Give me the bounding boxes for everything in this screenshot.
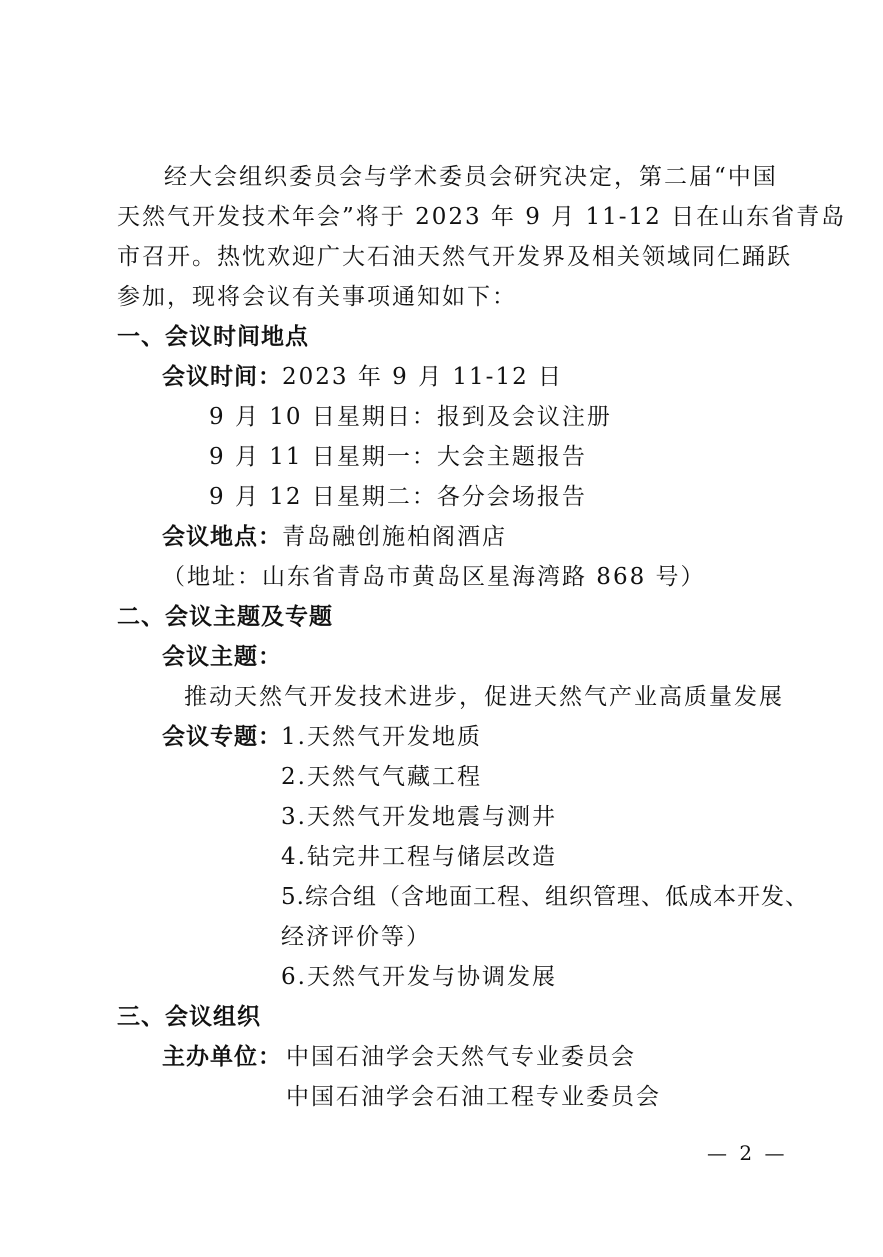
host-organization: 中国石油学会天然气专业委员会 [286,1044,636,1070]
page-number: — 2 — [707,1141,788,1165]
topic-item: 4.钻完井工程与储层改造 [281,844,557,870]
schedule-item: 9 月 12 日星期二：各分会场报告 [209,484,587,510]
meeting-time-label: 会议时间： [162,364,282,390]
schedule-item: 9 月 10 日星期日：报到及会议注册 [209,404,612,430]
host-organization: 中国石油学会石油工程专业委员会 [286,1084,661,1110]
topic-item: 6.天然气开发与协调发展 [281,964,557,990]
topics-label: 会议专题： [162,724,282,750]
section-1-heading: 一、会议时间地点 [117,324,309,350]
theme-value: 推动天然气开发技术进步，促进天然气产业高质量发展 [184,684,784,710]
schedule-item: 9 月 11 日星期一：大会主题报告 [209,444,587,470]
topic-item: 3.天然气开发地震与测井 [281,804,557,830]
topic-item: 2.天然气气藏工程 [281,764,482,790]
section-3-heading: 三、会议组织 [117,1004,261,1030]
topic-item: 5.综合组（含地面工程、组织管理、低成本开发、 [281,884,809,910]
topic-item: 1.天然气开发地质 [281,724,482,750]
intro-line-4: 参加，现将会议有关事项通知如下： [117,284,517,310]
section-2-heading: 二、会议主题及专题 [117,604,333,630]
intro-line-3: 市召开。热忱欢迎广大石油天然气开发界及相关领域同仁踊跃 [117,244,792,270]
host-label: 主办单位： [162,1044,282,1070]
intro-line-1: 经大会组织委员会与学术委员会研究决定，第二届“中国 [164,164,778,190]
meeting-time [162,362,563,392]
meeting-venue-value: 青岛融创施柏阁酒店 [282,524,507,550]
meeting-time-value: 2023 年 9 月 11-12 日 [282,364,564,390]
theme-label: 会议主题： [162,644,282,670]
venue-address: （地址：山东省青岛市黄岛区星海湾路 868 号） [162,564,706,590]
intro-line-2: 天然气开发技术年会”将于 2023 年 9 月 11-12 日在山东省青岛 [117,204,847,230]
meeting-venue-label: 会议地点： [162,524,282,550]
meeting-venue [162,522,507,552]
topic-item-continuation: 经济评价等） [281,924,431,950]
